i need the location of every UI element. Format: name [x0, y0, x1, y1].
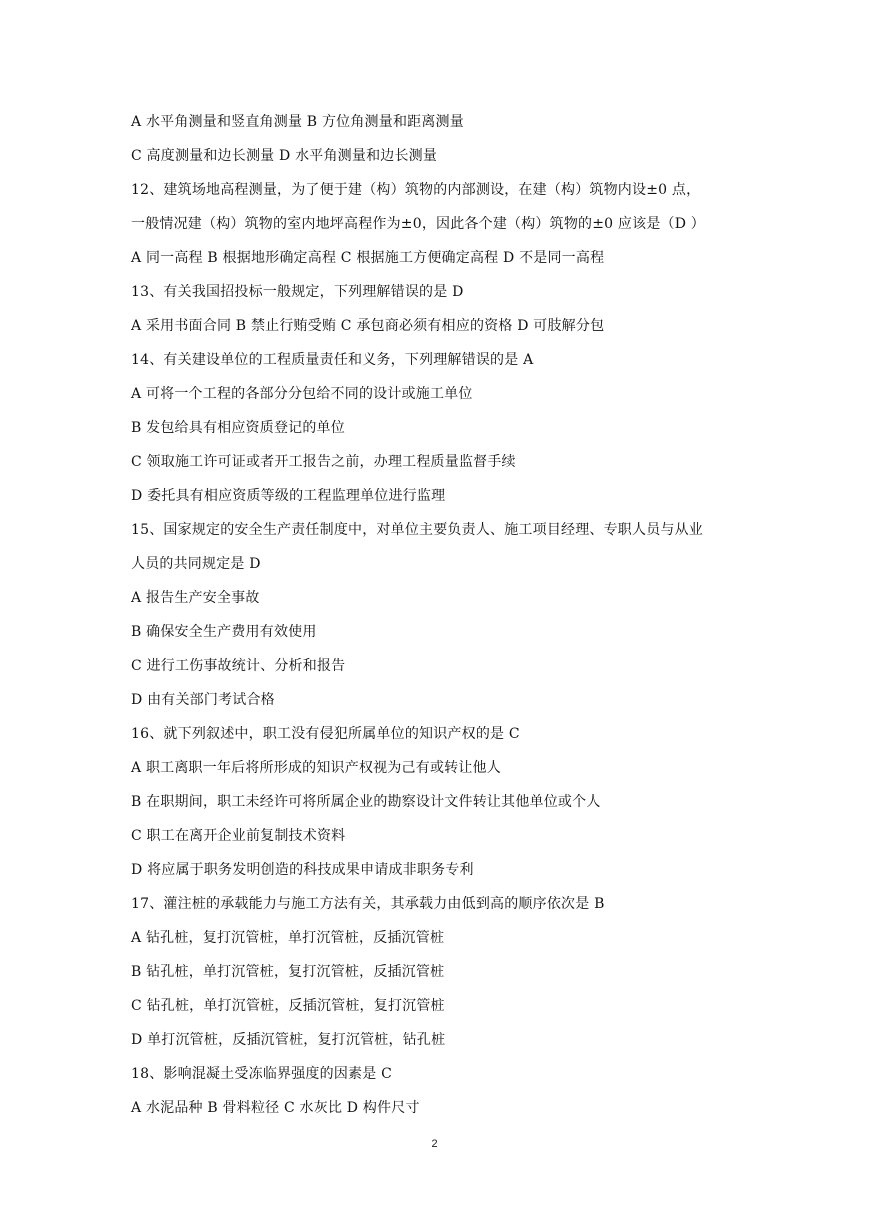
question-line: 17、灌注桩的承载能力与施工方法有关，其承载力由低到高的顺序依次是 B: [131, 896, 605, 912]
text-line: A 采用书面合同 B 禁止行贿受贿 C 承包商必须有相应的资格 D 可肢解分包: [131, 318, 605, 334]
text-line: A 报告生产安全事故: [131, 590, 260, 606]
text-line: B 在职期间，职工未经许可将所属企业的勘察设计文件转让其他单位或个人: [131, 794, 601, 810]
text-line: A 同一高程 B 根据地形确定高程 C 根据施工方便确定高程 D 不是同一高程: [131, 250, 605, 266]
question-line: 12、建筑场地高程测量，为了便于建（构）筑物的内部测设，在建（构）筑物内设±0 点，: [131, 182, 701, 198]
text-line: 一般情况建（构）筑物的室内地坪高程作为±0，因此各个建（构）筑物的±0 应该是（D ）: [131, 216, 705, 232]
text-line: C 领取施工许可证或者开工报告之前，办理工程质量监督手续: [131, 454, 516, 470]
question-line: 15、国家规定的安全生产责任制度中，对单位主要负责人、施工项目经理、专职人员与从业: [131, 522, 704, 538]
text-line: B 确保安全生产费用有效使用: [131, 624, 317, 640]
text-line: A 水平角测量和竖直角测量 B 方位角测量和距离测量: [131, 114, 464, 130]
text-line: C 进行工伤事故统计、分析和报告: [131, 658, 346, 674]
text-line: A 钻孔桩，复打沉管桩，单打沉管桩，反插沉管桩: [131, 930, 445, 946]
document-body: [131, 110, 751, 1130]
text-line: C 钻孔桩，单打沉管桩，反插沉管桩，复打沉管桩: [131, 998, 445, 1014]
text-line: D 委托具有相应资质等级的工程监理单位进行监理: [131, 488, 446, 504]
text-line: 人员的共同规定是 D: [131, 556, 261, 572]
text-line: B 发包给具有相应资质登记的单位: [131, 420, 345, 436]
text-line: B 钻孔桩，单打沉管桩，复打沉管桩，反插沉管桩: [131, 964, 445, 980]
question-line: 16、就下列叙述中，职工没有侵犯所属单位的知识产权的是 C: [131, 726, 520, 742]
text-line: A 水泥品种 B 骨料粒径 C 水灰比 D 构件尺寸: [131, 1100, 420, 1116]
text-line: A 可将一个工程的各部分分包给不同的设计或施工单位: [131, 386, 473, 402]
text-line: C 职工在离开企业前复制技术资料: [131, 828, 346, 844]
question-line: 13、有关我国招投标一般规定，下列理解错误的是 D: [131, 284, 464, 300]
question-line: 14、有关建设单位的工程质量责任和义务，下列理解错误的是 A: [131, 352, 534, 368]
text-line: D 单打沉管桩，反插沉管桩，复打沉管桩，钻孔桩: [131, 1032, 446, 1048]
page-number: 2: [431, 1138, 438, 1150]
question-line: 18、影响混凝土受冻临界强度的因素是 C: [131, 1066, 392, 1082]
text-line: D 将应属于职务发明创造的科技成果申请成非职务专利: [131, 862, 474, 878]
text-line: C 高度测量和边长测量 D 水平角测量和边长测量: [131, 148, 438, 164]
text-line: D 由有关部门考试合格: [131, 692, 275, 708]
text-line: A 职工离职一年后将所形成的知识产权视为己有或转让他人: [131, 760, 501, 776]
